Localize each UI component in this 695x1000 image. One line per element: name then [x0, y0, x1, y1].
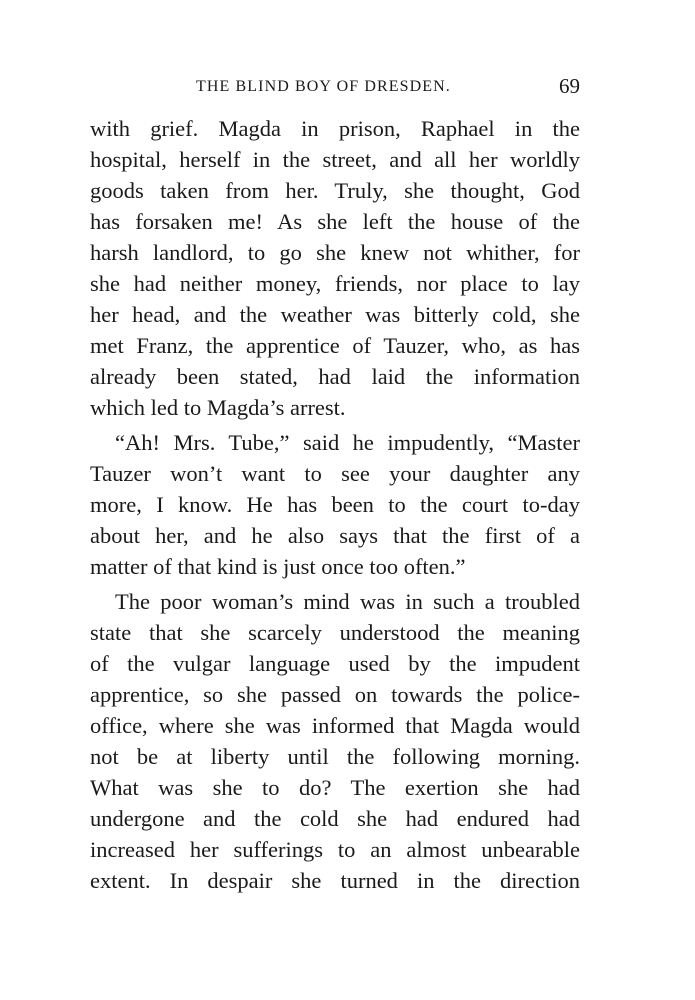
text-line: met Franz, the apprentice of Tauzer, who, as has: [90, 333, 580, 358]
text-line: Tauzer won’t want to see your daughter any: [90, 461, 580, 486]
text-line: her head, and the weather was bitterly cold, she: [90, 302, 580, 327]
text-line: more, I know. He has been to the court to-day: [90, 492, 580, 517]
text-line: not be at liberty until the following morning.: [90, 744, 580, 769]
text-line: “Ah! Mrs. Tube,” said he impudently, “Master: [115, 430, 580, 455]
text-line: extent. In despair she turned in the direction: [90, 868, 580, 893]
running-header: [90, 74, 580, 104]
text-line: apprentice, so she passed on towards the police-: [90, 682, 580, 707]
text-line: hospital, herself in the street, and all her worldly: [90, 147, 580, 172]
paragraph-2: [90, 427, 580, 582]
paragraph-3: [90, 586, 580, 896]
text-line: has forsaken me! As she left the house of the: [90, 209, 580, 234]
text-line: with grief. Magda in prison, Raphael in the: [90, 116, 580, 141]
text-line: increased her sufferings to an almost unbearable: [90, 837, 580, 862]
page-number: 69: [559, 74, 580, 98]
text-line: The poor woman’s mind was in such a troubled: [115, 589, 580, 614]
text-line: of the vulgar language used by the impudent: [90, 651, 580, 676]
text-line: goods taken from her. Truly, she thought, God: [90, 178, 580, 203]
text-line: she had neither money, friends, nor place to lay: [90, 271, 580, 296]
body-text: [90, 113, 580, 896]
text-line: about her, and he also says that the first of a: [90, 523, 580, 548]
text-line: office, where she was informed that Magda would: [90, 713, 580, 738]
running-title: THE BLIND BOY OF DRESDEN.: [196, 78, 451, 95]
text-line: What was she to do? The exertion she had: [90, 775, 580, 800]
text-line: state that she scarcely understood the meaning: [90, 620, 580, 645]
text-line: matter of that kind is just once too often.”: [90, 554, 466, 579]
paragraph-1: [90, 113, 580, 423]
text-line: harsh landlord, to go she knew not whither, for: [90, 240, 580, 265]
text-line: undergone and the cold she had endured had: [90, 806, 580, 831]
text-line: already been stated, had laid the information: [90, 364, 580, 389]
text-line: which led to Magda’s arrest.: [90, 395, 346, 420]
